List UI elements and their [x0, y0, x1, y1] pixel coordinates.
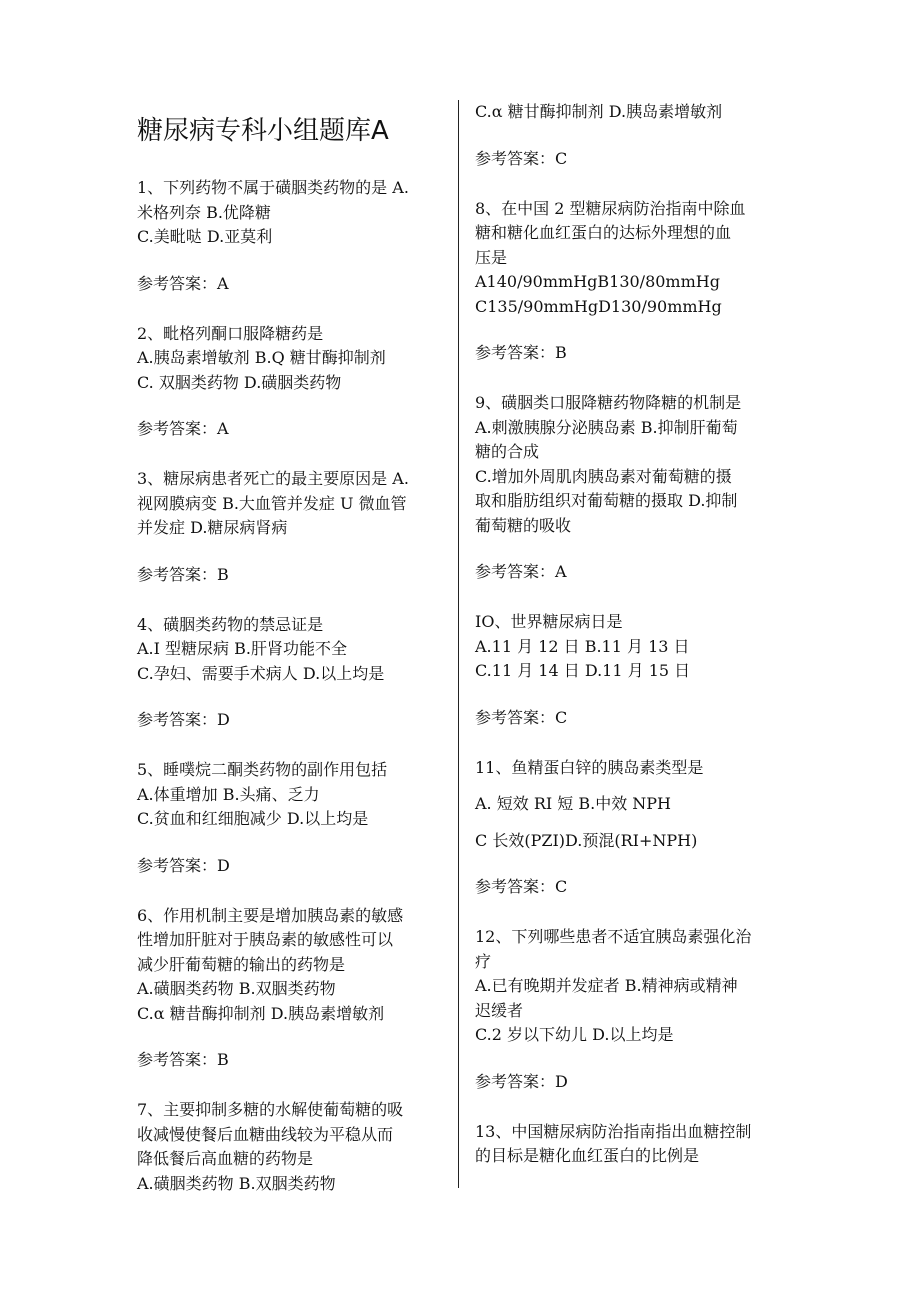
answer-line — [137, 272, 437, 296]
question-block — [137, 758, 437, 832]
question-line: 6、作用机制主要是增加胰岛素的敏感 — [137, 905, 404, 925]
answer-value: A — [217, 419, 229, 438]
answer-value: B — [217, 1050, 229, 1069]
right-column — [475, 100, 785, 1191]
question-line: 的目标是糖化血红蛋白的比例是 — [475, 1146, 700, 1165]
question-block — [475, 391, 785, 538]
question-line: A.磺胭类药物 B.双胭类药物 — [137, 979, 336, 998]
question-line: 葡萄糖的吸收 — [475, 515, 572, 535]
answer-label: 参考答案： — [475, 707, 556, 727]
answer-line — [137, 563, 437, 587]
answer-label: 参考答案： — [475, 1071, 556, 1091]
answer-label: 参考答案： — [475, 343, 556, 362]
answer-line — [137, 417, 437, 441]
answer-line — [475, 706, 785, 730]
left-column — [137, 100, 437, 1218]
answer-value: C — [555, 877, 568, 896]
question-line: C.美毗哒 D.亚莫利 — [137, 227, 273, 246]
question-line: A.已有晚期并发症者 B.精神病或精神 — [475, 976, 738, 995]
question-line: 13、中国糖尿病防治指南指出血糖控制 — [475, 1121, 752, 1141]
question-line: 4、磺胭类药物的禁忌证是 — [137, 614, 324, 634]
question-line: C135∕90mmHgD130∕90mmHg — [475, 296, 722, 316]
question-line: 3、糖尿病患者死亡的最主要原因是 A. — [137, 469, 409, 488]
question-line: C.11 月 14 日 D.11 月 15 日 — [475, 661, 691, 680]
question-line: 减少肝葡萄糖的输出的药物是 — [137, 954, 346, 974]
question-line: 收减慢使餐后血糖曲线较为平稳从而 — [137, 1124, 394, 1144]
question-line: A140∕90mmHgB130∕80mmHg — [475, 272, 720, 291]
question-line: 性增加肝脏对于胰岛素的敏感性可以 — [137, 930, 394, 949]
question-line: 12、下列哪些患者不适宜胰岛素强化治 — [475, 927, 752, 946]
question-block — [475, 925, 785, 1048]
question-line: C.增加外周肌肉胰岛素对葡萄糖的摄 — [475, 466, 732, 486]
answer-label: 参考答案： — [475, 877, 556, 896]
question-line: 糖和糖化血红蛋白的达标外理想的血 — [475, 223, 732, 242]
answer-value: B — [217, 564, 229, 584]
question-block — [137, 1098, 437, 1196]
answer-line — [475, 1070, 785, 1094]
question-line: A.11 月 12 日 B.11 月 13 日 — [475, 636, 690, 656]
answer-line — [475, 341, 785, 365]
question-line: 迟缓者 — [475, 1000, 524, 1020]
question-line: 降低餐后高血糖的药物是 — [137, 1149, 314, 1168]
question-block — [475, 1120, 785, 1169]
answer-line — [475, 875, 785, 899]
answer-label: 参考答案： — [137, 564, 218, 584]
question-block — [137, 467, 437, 541]
answer-line — [475, 560, 785, 584]
question-line: A.I 型糖尿病 B.肝肾功能不全 — [137, 639, 347, 658]
question-line: 7、主要抑制多糖的水解使葡萄糖的吸 — [137, 1100, 404, 1119]
answer-label: 参考答案： — [137, 273, 218, 293]
question-line: 2、毗格列酮口服降糖药是 — [137, 323, 324, 343]
question-line: 取和脂肪组织对葡萄糖的摄取 D.抑制 — [475, 491, 738, 510]
question-line: C.2 岁以下幼儿 D.以上均是 — [475, 1025, 674, 1044]
question-line: 9、磺胭类口服降糖药物降糖的机制是 — [475, 393, 742, 412]
question-block — [475, 756, 785, 854]
question-line: C.贫血和红细胞减少 D.以上均是 — [137, 809, 369, 828]
answer-value: C — [555, 148, 568, 168]
answer-line — [137, 708, 437, 732]
question-line: 压是 — [475, 247, 508, 267]
question-line: 疗 — [475, 951, 492, 971]
question-block — [475, 197, 785, 320]
question-block — [137, 322, 437, 396]
question-line: C. 双胭类药物 D.磺胭类药物 — [137, 372, 342, 392]
answer-label: 参考答案： — [475, 562, 556, 581]
question-line: 8、在中国 2 型糖尿病防治指南中除血 — [475, 198, 746, 218]
question-line: A.体重增加 B.头痛、乏力 — [137, 784, 320, 804]
answer-line — [137, 854, 437, 878]
question-line: 11、鱼精蛋白锌的胰岛素类型是 — [475, 757, 704, 777]
question-line: 并发症 D.糖尿病肾病 — [137, 518, 288, 537]
answer-label: 参考答案： — [137, 855, 218, 875]
answer-label: 参考答案： — [137, 710, 218, 729]
question-line: A.胰岛素增敏剂 B.Q 糖甘酶抑制剂 — [137, 348, 386, 367]
question-line: A.磺胭类药物 B.双胭类药物 — [137, 1173, 336, 1193]
answer-value: D — [555, 1071, 568, 1091]
question-block — [137, 176, 437, 250]
question-line: A.刺激胰腺分泌胰岛素 B.抑制肝葡萄 — [475, 417, 738, 437]
answer-label: 参考答案： — [475, 148, 556, 168]
question-line: 米格列奈 B.优降糖 — [137, 202, 271, 222]
question-line: 视网膜病变 B.大血管并发症 U 微血管 — [137, 493, 407, 513]
answer-value: D — [217, 710, 230, 729]
answer-label: 参考答案： — [137, 1050, 218, 1069]
question-line: C.孕妇、需要手术病人 D.以上均是 — [137, 663, 385, 683]
question-line: C.α 糖甘酶抑制剂 D.胰岛素增敏剂 — [475, 102, 723, 121]
answer-value: D — [217, 855, 230, 875]
question-block — [475, 610, 785, 684]
question-line: 5、睡噗烷二酮类药物的副作用包括 — [137, 760, 388, 779]
question-line: C.α 糖昔酶抑制剂 D.胰岛素增敏剂 — [137, 1003, 385, 1023]
answer-line — [137, 1048, 437, 1072]
answer-value: B — [555, 343, 567, 362]
column-divider — [458, 100, 459, 1188]
question-block — [475, 100, 785, 125]
question-block — [137, 613, 437, 687]
answer-value: C — [555, 707, 568, 727]
answer-value: A — [217, 273, 229, 293]
page-title: 糖尿病专科小组题库A — [137, 116, 389, 146]
question-line: IO、世界糖尿病日是 — [475, 612, 623, 631]
question-line: 1、下列药物不属于磺胭类药物的是 A. — [137, 178, 409, 197]
question-line: C 长效(PZI)D.预混(RI+NPH) — [475, 830, 698, 850]
question-line: 糖的合成 — [475, 442, 540, 461]
question-line: A. 短效 RI 短 B.中效 NPH — [475, 794, 672, 813]
answer-line — [475, 147, 785, 171]
answer-value: A — [555, 562, 567, 581]
answer-label: 参考答案： — [137, 419, 218, 438]
question-block — [137, 904, 437, 1027]
